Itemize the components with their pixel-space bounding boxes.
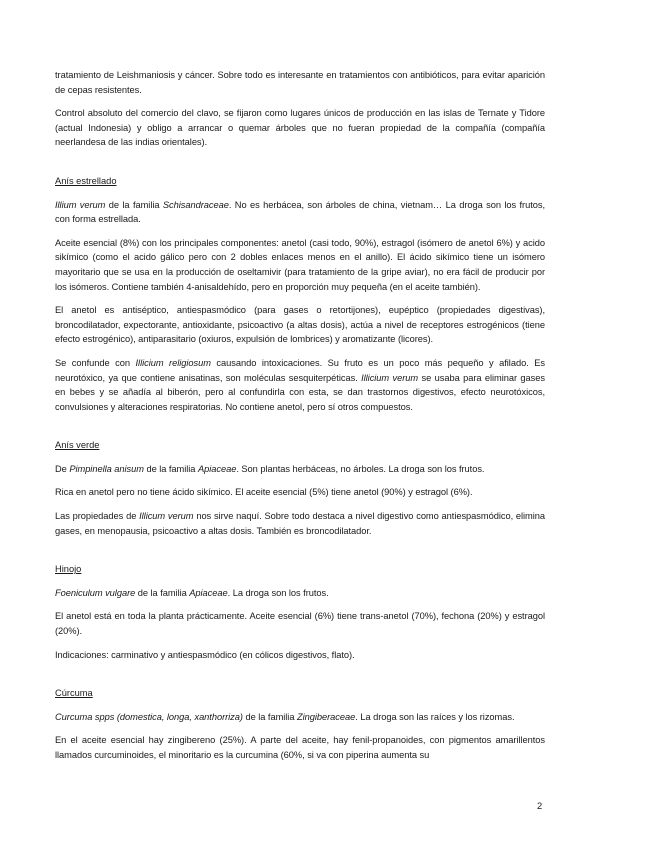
hinojo-paragraph-3: Indicaciones: carminativo y antiespasmódico (en cólicos digestivos, flato). [55, 649, 355, 660]
anis-verde-paragraph-1 [55, 462, 545, 477]
family-name: Apiaceae [189, 587, 228, 598]
species-name: Pimpinella anisum [69, 463, 144, 474]
page-number: 2 [537, 801, 543, 811]
anis-verde-paragraph-3 [55, 509, 545, 538]
family-name: Schisandraceae [162, 199, 229, 210]
species-name: Foeniculum vulgare [55, 587, 136, 598]
hinojo-paragraph-2: El anetol está en toda la planta prácticamente. Aceite esencial (6%) tiene trans-anetol (70%), fechona (20%) y estragol (20%). [55, 611, 545, 637]
text-span: nos sirve naquí. Sobre todo destaca a nivel digestivo como antiespasmódico, elimina gases, en menopausia, psicoactivo a altas dosis. También es broncodilatador. [55, 511, 546, 536]
text-span: Las propiedades de [55, 511, 140, 522]
anis-estrellado-paragraph-2: Aceite esencial (8%) con los principales componentes: anetol (casi todo, 90%), estragol (isómero de anetol 6%) y acido sikímico (como el acido gálico pero con 2 dobles enlaces menos en el anillo). El ácido sikímico tiene un isómero mayoritario que se usa en la producción de oseltamivir (para tratamiento de la gripe aviar), no era fácil de producir por los isómeros. Contiene también 4-anisaldehído, pero en proporción muy pequeña (en el aceite también). [55, 237, 545, 292]
section-anis-verde [55, 438, 545, 538]
text-span: . No es herbácea, son árboles de china, vietnam… La droga son los frutos, con forma estrellada. [55, 199, 545, 225]
anis-verde-paragraph-2: Rica en anetol pero no tiene ácido sikímico. El aceite esencial (5%) tiene anetol (90%) y estragol (6%). [55, 487, 473, 498]
text-span: De [55, 463, 70, 474]
section-curcuma [55, 686, 545, 762]
hinojo-paragraph-1 [55, 586, 545, 601]
text-span: se usaba para eliminar gases en bebes y se añadía al biberón, pero al confundirla con esta, se dan trastornos digestivos, efecto neurotóxicos, convulsiones y alteraciones respiratorias. No contiene anetol, pero sí otros compuestos. [55, 372, 545, 412]
section-anis-estrellado [55, 174, 545, 414]
text-span: de la familia [105, 199, 163, 210]
text-span: Se confunde con [55, 357, 136, 368]
text-span: de la familia [143, 463, 198, 474]
family-name: Apiaceae [197, 463, 237, 474]
anis-estrellado-paragraph-3: El anetol es antiséptico, antiespasmódico (para gases o retortijones), eupéptico (propiedades digestivas), broncodilatador, expectorante, antioxidante, psicoactivo (a altas dosis), actúa a nivel de receptores estrogénicos (tiene efecto estrogénico), antiparasitario (oxiuros, expulsión de lombrices) y aromatizante (licores). [55, 305, 545, 345]
family-name: Zingiberaceae [296, 711, 356, 722]
text-span: . La droga son los frutos. [227, 587, 329, 598]
text-span: causando intoxicaciones. Su fruto es un poco más pequeño y afilado. Es neurotóxico, ya que contiene anisatinas, son moléculas sesquiterpéticas. [55, 357, 545, 383]
text-span: . Son plantas herbáceas, no árboles. La droga son los frutos. [236, 463, 485, 474]
text-span: de la familia [242, 711, 297, 722]
section-heading-anis-verde: Anís verde [55, 440, 100, 451]
section-heading-anis-estrellado: Anís estrellado [55, 175, 117, 186]
section-heading-curcuma: Cúrcuma [55, 688, 93, 699]
species-name: Illicium verum [361, 372, 419, 383]
text-span: de la familia [135, 587, 190, 598]
intro-paragraph-1: tratamiento de Leishmaniosis y cáncer. Sobre todo es interesante en tratamientos con antibióticos, para evitar aparición de cepas resistentes. [55, 70, 545, 95]
species-name: Illicium religiosum [135, 357, 211, 368]
anis-estrellado-paragraph-4 [55, 356, 545, 414]
curcuma-paragraph-1 [55, 710, 545, 725]
species-name: Illicum verum [139, 511, 194, 522]
text-span: . La droga son las raíces y los rizomas. [355, 711, 515, 722]
section-hinojo [55, 562, 545, 662]
intro-paragraph-2: Control absoluto del comercio del clavo, se fijaron como lugares únicos de producción en las islas de Ternate y Tidore (actual Indonesia) y obligo a arrancar o quemar árboles que no fueran propiedad de la compañía (compañía neerlandesa de las indias orientales). [55, 108, 545, 148]
curcuma-paragraph-2: En el aceite esencial hay zingibereno (25%). A parte del aceite, hay fenil-propanoides, con pigmentos amarillentos llamados curcuminoides, el minoritario es la curcumina (60%, si va con piperina aumenta su [55, 735, 545, 760]
section-heading-hinojo: Hinojo [55, 564, 82, 575]
species-name: Curcuma spps (domestica, longa, xanthorriza) [55, 711, 243, 722]
anis-estrellado-paragraph-1 [55, 198, 545, 227]
document-page [55, 68, 545, 772]
species-name: Illium verum [55, 199, 106, 210]
